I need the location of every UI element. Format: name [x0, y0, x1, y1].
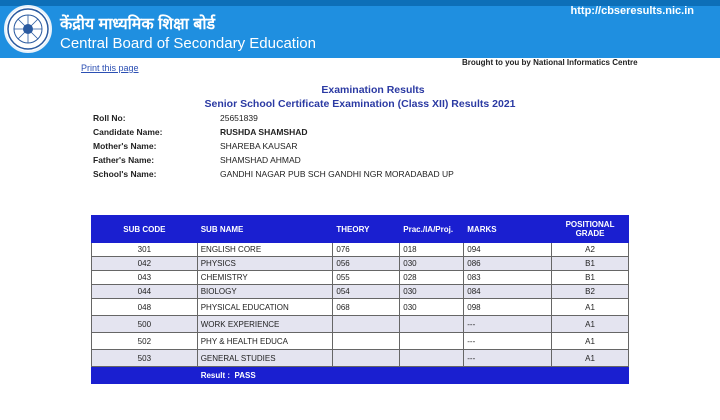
result-label: Result :: [200, 370, 231, 380]
result-spacer: [92, 367, 198, 384]
result-value: PASS: [234, 370, 256, 380]
marks-cell: 084: [464, 285, 552, 299]
sub-code-cell: 043: [92, 271, 198, 285]
theory-cell: [333, 333, 400, 350]
practical-cell: 030: [400, 299, 464, 316]
candidate-name-value: RUSHDA SHAMSHAD: [220, 127, 308, 137]
practical-cell: 018: [400, 243, 464, 257]
credit-text: Brought to you by National Informatics Centre: [462, 58, 638, 67]
col-sub-code: SUB CODE: [92, 216, 198, 243]
sub-code-cell: 048: [92, 299, 198, 316]
sub-name-cell: ENGLISH CORE: [197, 243, 333, 257]
sub-code-cell: 042: [92, 257, 198, 271]
theory-cell: 056: [333, 257, 400, 271]
col-theory: THEORY: [333, 216, 400, 243]
table-row: [92, 299, 629, 316]
col-grade: POSITIONAL GRADE: [552, 216, 629, 243]
table-header-row: [92, 216, 629, 243]
sub-code-cell: 502: [92, 333, 198, 350]
sub-code-cell: 500: [92, 316, 198, 333]
school-name-label: School's Name:: [93, 169, 157, 179]
grade-cell: B2: [552, 285, 629, 299]
col-practical: Prac./IA/Proj.: [400, 216, 464, 243]
marks-cell: ---: [464, 350, 552, 367]
marks-cell: ---: [464, 333, 552, 350]
sub-code-cell: 301: [92, 243, 198, 257]
print-page-link[interactable]: Print this page: [81, 63, 139, 73]
practical-cell: 030: [400, 257, 464, 271]
marks-cell: ---: [464, 316, 552, 333]
marks-cell: 098: [464, 299, 552, 316]
practical-cell: 030: [400, 285, 464, 299]
marks-cell: 086: [464, 257, 552, 271]
sub-code-cell: 044: [92, 285, 198, 299]
result-row: [92, 367, 629, 384]
sub-name-cell: PHYSICS: [197, 257, 333, 271]
table-row: [92, 316, 629, 333]
sub-code-cell: 503: [92, 350, 198, 367]
table-row: [92, 271, 629, 285]
sub-name-cell: PHY & HEALTH EDUCA: [197, 333, 333, 350]
school-name-value: GANDHI NAGAR PUB SCH GANDHI NGR MORADABAD UP: [220, 169, 454, 179]
practical-cell: [400, 316, 464, 333]
marks-cell: 094: [464, 243, 552, 257]
sub-name-cell: PHYSICAL EDUCATION: [197, 299, 333, 316]
grade-cell: A1: [552, 333, 629, 350]
col-marks: MARKS: [464, 216, 552, 243]
theory-cell: [333, 350, 400, 367]
theory-cell: 054: [333, 285, 400, 299]
practical-cell: 028: [400, 271, 464, 285]
site-url: http://cbseresults.nic.in: [570, 5, 694, 17]
theory-cell: 055: [333, 271, 400, 285]
sub-name-cell: BIOLOGY: [197, 285, 333, 299]
marks-table: [91, 215, 629, 384]
candidate-name-label: Candidate Name:: [93, 127, 163, 137]
grade-cell: A1: [552, 299, 629, 316]
practical-cell: [400, 350, 464, 367]
site-header: [0, 0, 720, 58]
grade-cell: A1: [552, 316, 629, 333]
sub-name-cell: CHEMISTRY: [197, 271, 333, 285]
mother-name-value: SHAREBA KAUSAR: [220, 141, 298, 151]
table-row: [92, 350, 629, 367]
roll-no-label: Roll No:: [93, 113, 126, 123]
table-row: [92, 257, 629, 271]
grade-cell: B1: [552, 271, 629, 285]
result-cell: [197, 367, 628, 384]
practical-cell: [400, 333, 464, 350]
board-name-english: Central Board of Secondary Education: [60, 35, 316, 52]
theory-cell: 068: [333, 299, 400, 316]
exam-subheading: Senior School Certificate Examination (Class XII) Results 2021: [204, 98, 516, 110]
board-name-hindi: केंद्रीय माध्यमिक शिक्षा बोर्ड: [60, 16, 216, 33]
mother-name-label: Mother's Name:: [93, 141, 157, 151]
father-name-value: SHAMSHAD AHMAD: [220, 155, 301, 165]
sub-name-cell: WORK EXPERIENCE: [197, 316, 333, 333]
grade-cell: A1: [552, 350, 629, 367]
grade-cell: A2: [552, 243, 629, 257]
table-row: [92, 333, 629, 350]
father-name-label: Father's Name:: [93, 155, 155, 165]
grade-cell: B1: [552, 257, 629, 271]
sub-name-cell: GENERAL STUDIES: [197, 350, 333, 367]
table-row: [92, 243, 629, 257]
col-sub-name: SUB NAME: [197, 216, 333, 243]
theory-cell: 076: [333, 243, 400, 257]
theory-cell: [333, 316, 400, 333]
marks-cell: 083: [464, 271, 552, 285]
exam-heading: Examination Results: [321, 84, 425, 96]
cbse-emblem-icon: [4, 5, 52, 53]
roll-no-value: 25651839: [220, 113, 258, 123]
table-row: [92, 285, 629, 299]
